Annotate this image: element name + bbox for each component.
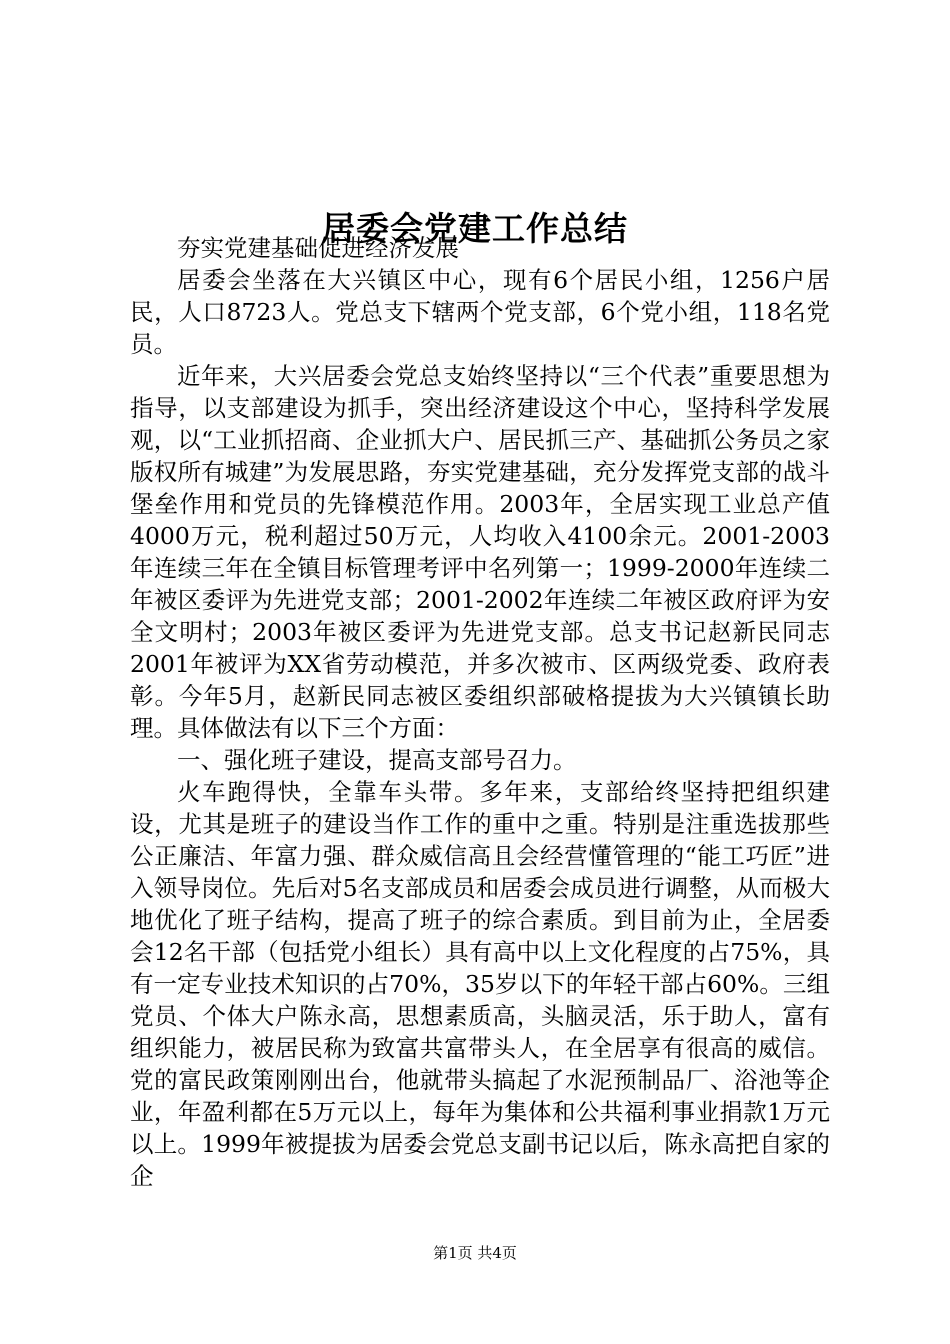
body-paragraph-subtitle: 夯实党建基础促进经济发展	[177, 234, 459, 262]
document-body	[130, 232, 830, 1192]
page-number-footer: 第1页 共4页	[433, 1244, 517, 1262]
document-title: 居委会党建工作总结	[322, 209, 628, 249]
body-paragraph-overview: 居委会坐落在大兴镇区中心，现有6个居民小组，1256户居民，人口8723人。党总支下辖两个党支部，6个党小组，118名党员。	[130, 266, 830, 358]
body-paragraph-leadership: 火车跑得快，全靠车头带。多年来，支部给终坚持把组织建设，尤其是班子的建设当作工作的重中之重。特别是注重选拔那些公正廉洁、年富力强、群众威信高且会经营懂管理的“能工巧匠”进入领导岗位。先后对5名支部成员和居委会成员进行调整，从而极大地优化了班子结构，提高了班子的综合素质。到目前为止，全居委会12名干部（包括党小组长）具有高中以上文化程度的占75%，具有一定专业技术知识的占70%，35岁以下的年轻干部占60%。三组党员、个体大户陈永高，思想素质高，头脑灵活，乐于助人，富有组织能力，被居民称为致富共富带头人，在全居享有很高的威信。党的富民政策刚刚出台，他就带头搞起了水泥预制品厂、浴池等企业，年盈利都在5万元以上，每年为集体和公共福利事业捐款1万元以上。1999年被提拔为居委会党总支副书记以后，陈永高把自家的企	[130, 778, 830, 1190]
body-paragraph-achievements: 近年来，大兴居委会党总支始终坚持以“三个代表”重要思想为指导，以支部建设为抓手，突出经济建设这个中心，坚持科学发展观，以“工业抓招商、企业抓大户、居民抓三产、基础抓公务员之家版权所有城建”为发展思路，夯实党建基础，充分发挥党支部的战斗堡垒作用和党员的先锋模范作用。2003年，全居实现工业总产值4000万元，税利超过50万元，人均收入4100余元。2001-2003年连续三年在全镇目标管理考评中名列第一；1999-2000年连续二年被区委评为先进党支部；2001-2002年连续二年被区政府评为安全文明村；2003年被区委评为先进党支部。总支书记赵新民同志2001年被评为XX省劳动模范，并多次被市、区两级党委、政府表彰。今年5月，赵新民同志被区委组织部破格提拔为大兴镇镇长助理。具体做法有以下三个方面：	[130, 362, 830, 742]
body-section-heading: 一、强化班子建设，提高支部号召力。	[177, 746, 577, 774]
